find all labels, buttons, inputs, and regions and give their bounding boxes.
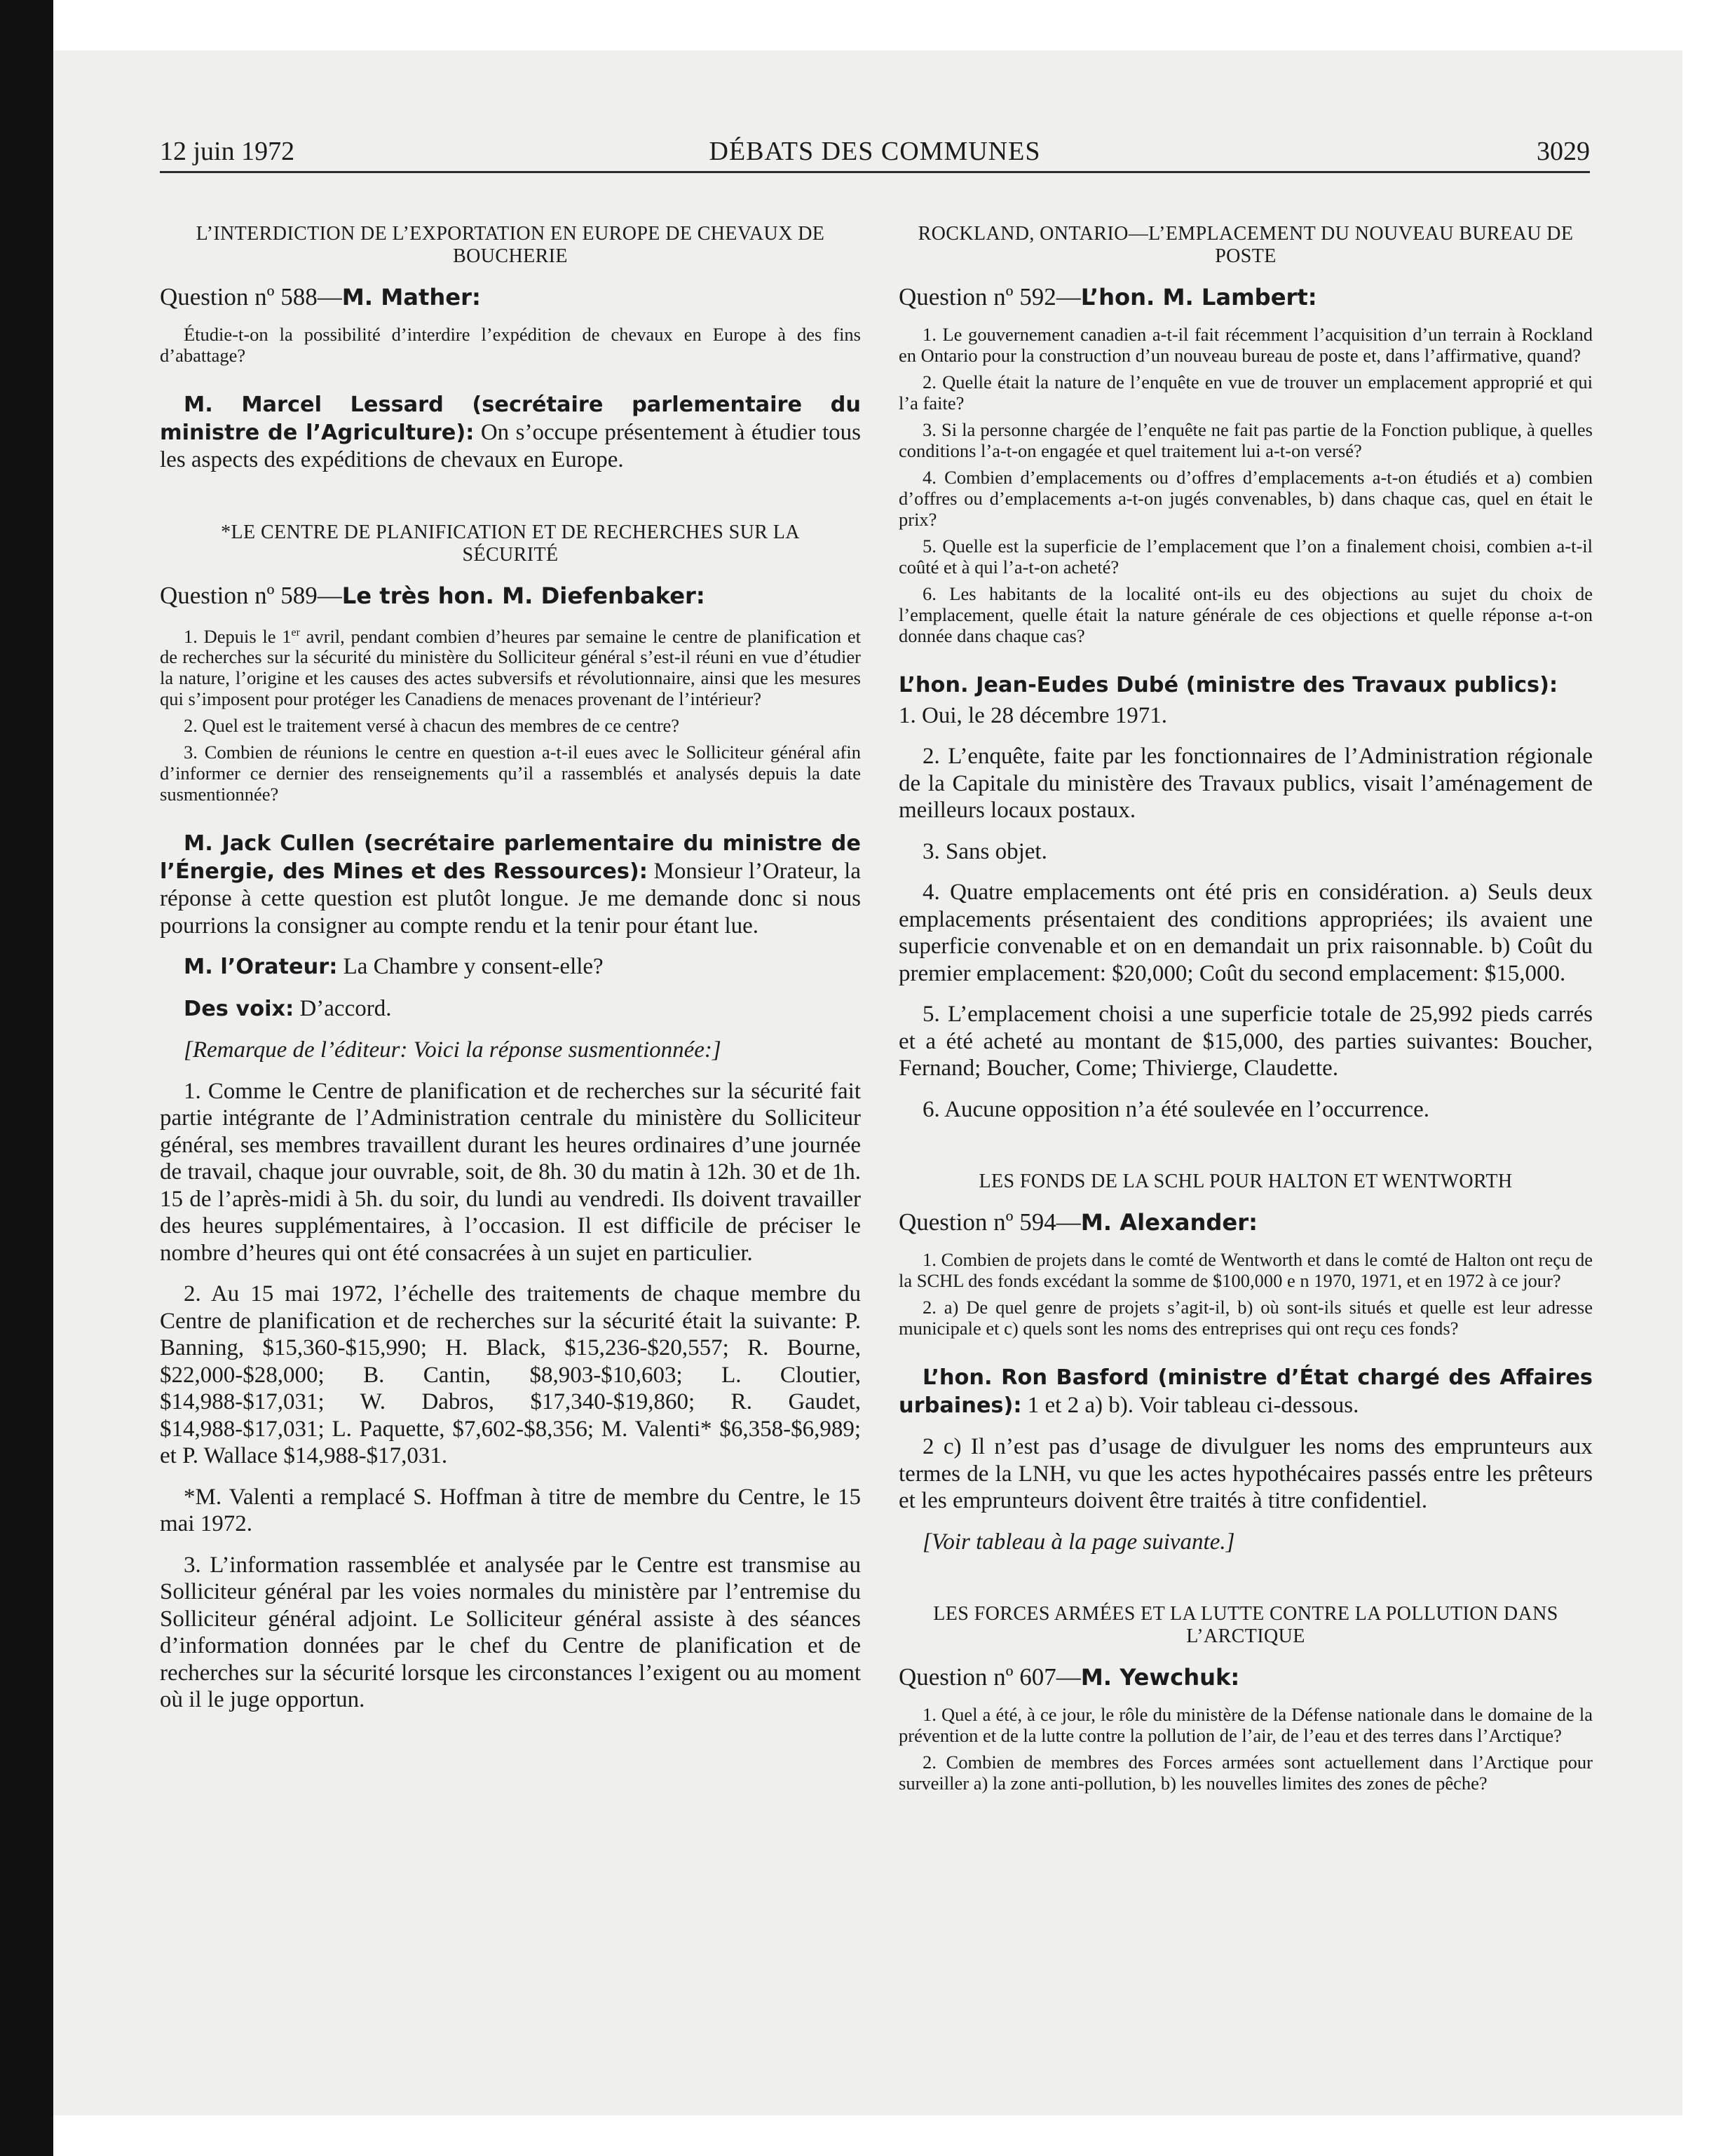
answer (899, 671, 1593, 700)
question-text: 3. Si la personne chargée de l’enquête ne fait pas partie de la Fonction publique, à quelles conditions l’a-t-on engagée et quel traitement lui a-t-on versé? (899, 419, 1593, 461)
running-header (160, 133, 1590, 173)
left-column (160, 223, 861, 1728)
speaker: Des voix: (184, 996, 294, 1021)
answer-paragraph: 3. L’information rassemblée et analysée par le Centre est transmise au Solliciteur général par les voies normales du ministère par l’entremise du Solliciteur général adjoint. Le Solliciteur général assiste à des séances d’information données par le chef du Centre de planification et de recherches sur la sécurité lorsque les circonstances l’exigent ou au moment où il le juge opportun. (160, 1552, 861, 1713)
speaker: M. l’Orateur: (184, 955, 338, 980)
question-number: Question nº 588— (160, 283, 342, 311)
question-text: 4. Combien d’emplacements ou d’offres d’emplacements a-t-on étudiés et a) combien d’offres ou d’emplacements a-t-on jugés convenables, b) dans chaque cas, quel en était le prix? (899, 467, 1593, 530)
question-line (160, 283, 861, 311)
scan-margin (53, 0, 1682, 49)
editor-note: [Voir tableau à la page suivante.] (923, 1529, 1235, 1555)
question-text: 3. Combien de réunions le centre en question a-t-il eues avec le Solliciteur général afin d’informer ce dernier des renseignements qu’il a rassemblés et analysés depuis la date susmentionnée? (160, 742, 861, 805)
question-asker: M. Mather: (341, 284, 481, 311)
question-text: 1. Quel a été, à ce jour, le rôle du ministère de la Défense nationale dans le domaine de la prévention et de la lutte contre la pollution de l’air, de l’eau et des terres dans l’Arctique? (899, 1704, 1593, 1746)
header-date: 12 juin 1972 (160, 137, 295, 166)
question-text: 6. Les habitants de la localité ont-ils eu des objections au sujet du choix de l’emplacement, quelle était la nature générale de ces objections et quelle réponse a-t-on donnée dans chaque cas? (899, 583, 1593, 646)
answer (160, 830, 861, 939)
answer (160, 995, 861, 1023)
question-text: 2. Combien de membres des Forces armées sont actuellement dans l’Arctique pour surveiller a) la zone anti-pollution, b) les nouvelles limites des zones de pêche? (899, 1752, 1593, 1794)
answer-paragraph: 5. L’emplacement choisi a une superficie totale de 25,992 pieds carrés et a été acheté au montant de $15,000, des parties suivantes: Boucher, Fernand; Boucher, Come; Thivierge, Claudette. (899, 1002, 1593, 1081)
speaker: M. Jack Cullen (secrétaire parlementaire du ministre de l’Énergie, des Mines et des Ressources): (160, 831, 861, 884)
answer-paragraph: 3. Sans objet. (923, 838, 1047, 864)
question-text: 2. Quelle était la nature de l’enquête en vue de trouver un emplacement approprié et qui l’a faite? (899, 371, 1593, 414)
answer-paragraph: *M. Valenti a remplacé S. Hoffman à titre de membre du Centre, le 15 mai 1972. (160, 1484, 861, 1537)
speaker: L’hon. Jean-Eudes Dubé (ministre des Travaux publics): (899, 673, 1558, 697)
answer-paragraph: 2. L’enquête, faite par les fonctionnaires de l’Administration régionale de la Capitale du ministère des Travaux publics, visait l’aménagement de meilleurs locaux postaux. (899, 744, 1593, 823)
answer-paragraph: 6. Aucune opposition n’a été soulevée en l’occurrence. (923, 1096, 1429, 1122)
question-text: 1. Combien de projets dans le comté de Wentworth et dans le comté de Halton ont reçu de la SCHL des fonds excédant la somme de $100,000 e n 1970, 1971, et en 1972 à ce jour? (899, 1249, 1593, 1291)
question-text: 2. a) De quel genre de projets s’agit-il, b) où sont-ils situés et quelle est leur adresse municipale et c) quels sont les noms des entreprises qui ont reçu ces fonds? (899, 1297, 1593, 1339)
answer-paragraph: 1. Oui, le 28 décembre 1971. (899, 702, 1168, 728)
section-heading: ROCKLAND, ONTARIO—L’EMPLACEMENT DU NOUVEAU BUREAU DE POSTE (918, 223, 1574, 267)
question-asker: L’hon. M. Lambert: (1080, 284, 1317, 311)
speaker: L’hon. Ron Basford (ministre d’État chargé des Affaires urbaines): (899, 1365, 1593, 1418)
question-text: 2. Quel est le traitement versé à chacun des membres de ce centre? (184, 715, 680, 737)
header-title: DÉBATS DES COMMUNES (709, 137, 1041, 166)
question-text: Étudie-t-on la possibilité d’interdire l’expédition de chevaux en Europe à des fins d’abattage? (160, 324, 861, 366)
section-heading: LES FORCES ARMÉES ET LA LUTTE CONTRE LA POLLUTION DANS L’ARCTIQUE (933, 1603, 1558, 1647)
right-column (899, 223, 1593, 1799)
answer (160, 953, 861, 981)
section-heading: *LE CENTRE DE PLANIFICATION ET DE RECHERCHES SUR LA SÉCURITÉ (221, 521, 800, 566)
question-asker: M. Yewchuk: (1080, 1664, 1240, 1691)
section-heading: LES FONDS DE LA SCHL POUR HALTON ET WENTWORTH (979, 1171, 1513, 1192)
question-number: Question nº 594— (899, 1208, 1081, 1236)
question-line (899, 1663, 1593, 1691)
answer-paragraph: 2. Au 15 mai 1972, l’échelle des traitements de chaque membre du Centre de planification et de recherches sur la sécurité était la suivante: P. Banning, $15,360-$15,990; H. Black, $15,236-$20,557; R. Bourne, $22,000-$28,000; B. Cantin, $8,903-$10,603; L. Cloutier, $14,988-$17,031; W. Dabros, $17,340-$19,860; R. Gaudet, $14,988-$17,031; L. Paquette, $7,602-$8,356; M. Valenti* $6,358-$6,989; et P. Wallace $14,988-$17,031. (160, 1281, 861, 1469)
answer-text: On s’occupe présentement à étudier tous les aspects des expéditions de chevaux en Europe. (160, 419, 861, 472)
answer-paragraph: 4. Quatre emplacements ont été pris en considération. a) Seuls deux emplacements présentaient des conditions appropriées; ils avaient une superficie convenable et on en demandait un prix raisonnable. b) Coût du premier emplacement: $20,000; Coût du second emplacement: $15,000. (899, 880, 1593, 986)
page-number: 3029 (1537, 137, 1590, 166)
question-asker: M. Alexander: (1080, 1209, 1258, 1236)
question-line (160, 582, 861, 610)
question-text: 5. Quelle est la superficie de l’emplacement que l’on a finalement choisi, combien a-t-il coûté et à qui l’a-t-on acheté? (899, 535, 1593, 578)
question-line (899, 1208, 1593, 1236)
answer-text: D’accord. (294, 995, 392, 1021)
question-text: 1. Depuis le 1er avril, pendant combien d’heures par semaine le centre de planification et de recherches sur la sécurité du ministère du Solliciteur général s’est-il réuni en vue d’étudier la nature, l’origine et les causes des actes subversifs et révolutionnaire, ainsi que les mesures qui s’imposent pour protéger les Canadiens de menaces provenant de l’intérieur? (160, 625, 861, 710)
answer-paragraph: 2 c) Il n’est pas d’usage de divulguer les noms des emprunteurs aux termes de la LNH, vu que les actes hypothécaires passés entre les prêteurs et les emprunteurs doivent être traités à titre confidentiel. (899, 1434, 1593, 1513)
answer-text: Monsieur l’Orateur, la réponse à cette question est plutôt longue. Je me demande donc si nous pourrions la consigner au compte rendu et la tenir pour étant lue. (160, 858, 862, 939)
question-line (899, 283, 1593, 311)
scan-border (0, 0, 53, 2156)
answer-text: 1 et 2 a) b). Voir tableau ci-dessous. (1021, 1392, 1359, 1418)
answer (160, 391, 861, 474)
answer-paragraph: 1. Comme le Centre de planification et de recherches sur la sécurité fait partie intégrante de l’Administration centrale du ministère du Solliciteur général, ses membres travaillent durant les heures ordinaires d’une journée de travail, chaque jour ouvrable, soit, de 8h. 30 du matin à 12h. 30 et de 1h. 15 de l’après-midi à 5h. du soir, du lundi au vendredi. Ils doivent travailler des heures supplémentaires, à l’occasion. Il est difficile de préciser le nombre d’heures qui ont été consacrées à un sujet en particulier. (160, 1078, 861, 1266)
question-number: Question nº 607— (899, 1663, 1081, 1691)
question-text: 1. Le gouvernement canadien a-t-il fait récemment l’acquisition d’un terrain à Rockland en Ontario pour la construction d’un nouveau bureau de poste et, dans l’affirmative, quand? (899, 324, 1593, 366)
speaker: M. Marcel Lessard (secrétaire parlementaire du ministre de l’Agriculture): (160, 393, 861, 445)
question-asker: Le très hon. M. Diefenbaker: (341, 582, 705, 609)
question-number: Question nº 589— (160, 581, 342, 609)
question-number: Question nº 592— (899, 283, 1081, 311)
section-heading: L’INTERDICTION DE L’EXPORTATION EN EUROPE DE CHEVAUX DE BOUCHERIE (196, 223, 825, 267)
editor-note: [Remarque de l’éditeur: Voici la réponse susmentionnée:] (184, 1037, 721, 1063)
answer-text: La Chambre y consent-elle? (337, 954, 604, 980)
answer (899, 1364, 1593, 1419)
